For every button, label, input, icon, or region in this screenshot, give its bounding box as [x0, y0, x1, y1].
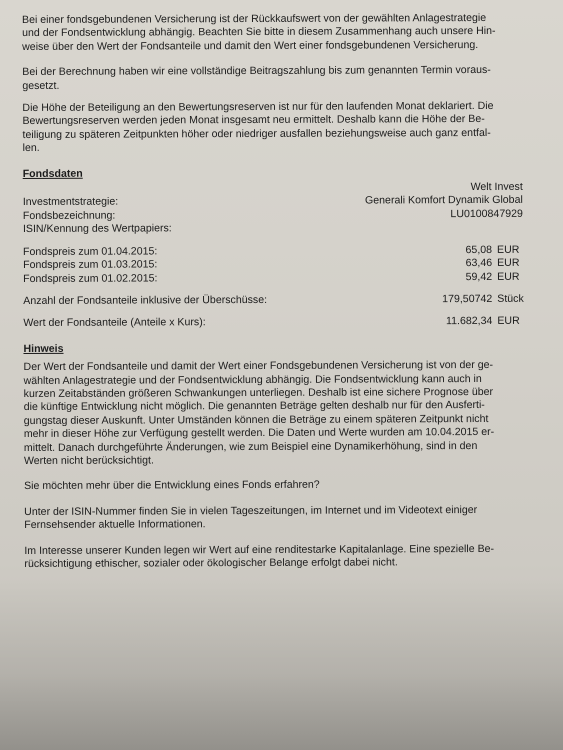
shares-value: 179,50742: [442, 292, 493, 306]
price-value: 63,46: [465, 257, 493, 270]
fund-prices-block: [23, 243, 551, 286]
price-label: Fondspreis zum 01.03.2015:: [23, 258, 158, 272]
hinweis-paragraph-4: Im Interesse unserer Kunden legen wir Wert auf eine renditestarke Kapitalanlage. Eine spezielle Be- rücksichtigung ethischer, sozialer oder ökologischer Belange erfolgt dabei nicht.: [24, 542, 495, 570]
shares-unit: Stück: [497, 292, 524, 305]
isin-value: LU0100847929: [450, 207, 523, 221]
price-value: 59,42: [465, 270, 493, 283]
strategy-value: Welt Invest: [470, 180, 523, 194]
hinweis-heading: Hinweis: [23, 342, 64, 355]
fund-name-value: Generali Komfort Dynamik Global: [364, 194, 523, 207]
price-value: 65,08: [465, 243, 493, 256]
price-unit: EUR: [497, 243, 520, 256]
price-unit: EUR: [497, 256, 520, 270]
hinweis-paragraph-2: Sie möchten mehr über die Entwicklung eines Fonds erfahren?: [24, 479, 320, 493]
price-label: Fondspreis zum 01.02.2015:: [23, 271, 158, 285]
page-shadow: [0, 580, 563, 750]
total-value: 11.682,34: [445, 315, 493, 328]
strategy-label: Investmentstrategie:: [22, 196, 119, 209]
price-label: Fondspreis zum 01.04.2015:: [23, 245, 158, 258]
isin-label: ISIN/Kennung des Wertpapiers:: [22, 222, 172, 236]
intro-paragraph-3: Die Höhe der Beteiligung an den Bewertungsreserven ist nur für den laufenden Monat deklariert. Die Bewertungsreserven werden jeden Monat insgesamt neu ermittelt. Deshalb kann die Höhe der Be- teiligung zu späteren Zeitpunkten höher oder niedriger ausfallen beziehungsweise auch ganz entfal- len.: [22, 99, 494, 155]
fondsdaten-heading: Fondsdaten: [22, 167, 83, 180]
total-value-label: Wert der Fondsanteile (Anteile x Kurs):: [23, 316, 206, 330]
hinweis-paragraph-1: Der Wert der Fondsanteile und damit der Wert einer Fondsgebundenen Versicherung ist von der ge- wählten Anlagestrategie und der Fondsentwicklung abhängig. Die Fondsentwicklung kann auch in kurzen Zeitabständen größeren Schwankungen unterliegen. Deshalb ist eine sichere Prognose über die künftige Entwicklung nicht möglich. Die genannten Beträge gelten deshalb nur für den Ausferti- gungstag dieser Auskunft. Unter Umständen können die Beträge zu einem späteren Zeitpunkt nicht mehr in dieser Höhe zur Verfügung gestellt werden. Die Daten und Werte wurden am 10.04.2015 er- mittelt. Danach durchgeführte Änderungen, wie zum Beispiel eine Dynamikerhöhung, sind in den Werten nicht berücksichtigt.: [23, 359, 495, 467]
intro-paragraph-1: Bei einer fondsgebundenen Versicherung ist der Rückkaufswert von der gewählten Anlagestrategie und der Fondsentwicklung abhängig. Beachten Sie bitte in diesem Zusammenhang auch unsere Hin- weise über den Wert der Fondsanteile und damit den Wert einer fondsgebundenen Versicherung.: [22, 11, 496, 53]
total-value-row: [23, 315, 523, 331]
price-unit: EUR: [497, 270, 520, 283]
fund-info-block: [23, 181, 551, 237]
shares-label: Anzahl der Fondsanteile inklusive der Überschüsse:: [23, 293, 268, 307]
document-content: [22, 12, 552, 572]
intro-paragraph-2: Bei der Berechnung haben wir eine vollständige Beitragszahlung bis zum genannten Termin voraus- gesetzt.: [22, 64, 491, 92]
hinweis-paragraph-3: Unter der ISIN-Nummer finden Sie in vielen Tageszeitungen, im Internet und im Videotext einiger Fernsehsender aktuelle Informationen.: [24, 503, 478, 532]
total-unit: EUR: [497, 315, 520, 328]
fund-name-label: Fondsbezeichnung:: [22, 209, 116, 222]
shares-row: [23, 293, 523, 309]
